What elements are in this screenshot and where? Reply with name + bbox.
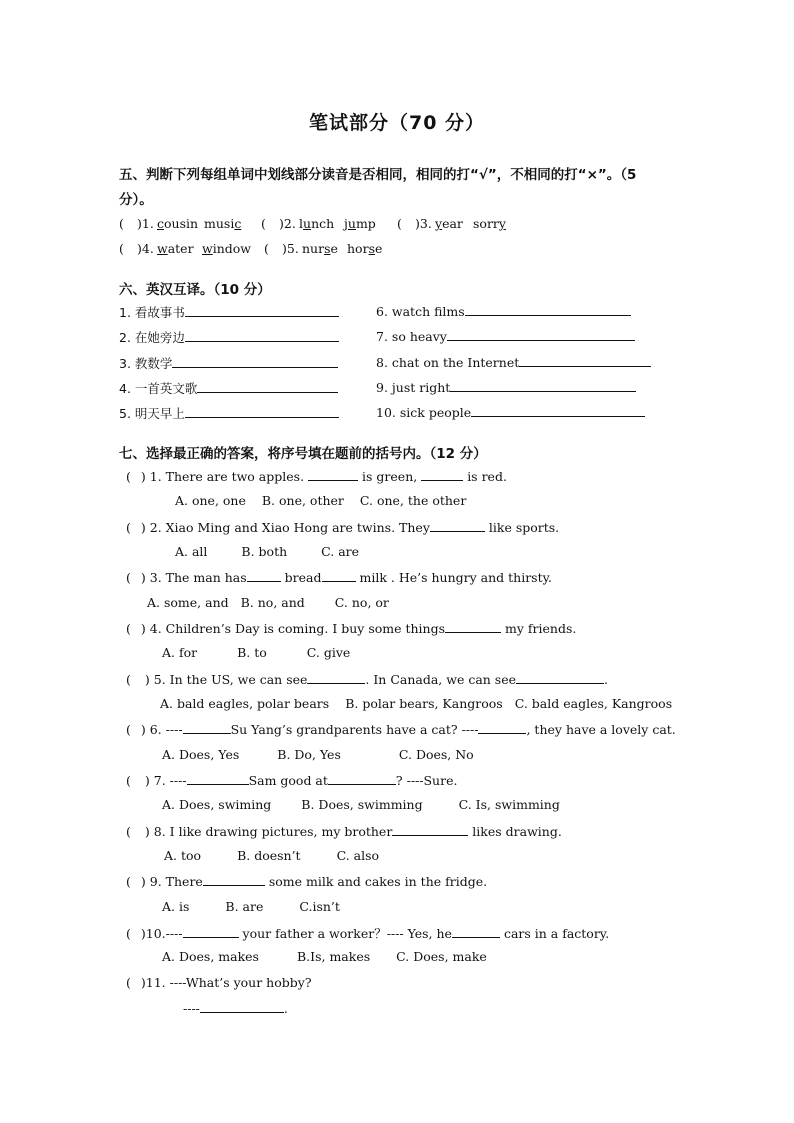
s6-item6: 6. watch films — [376, 303, 631, 319]
q4-options: A. for B. to C. give — [162, 645, 351, 660]
q5-options: A. bald eagles, polar bears B. polar bears, Kangroos C. bald eagles, Kangroos — [160, 696, 673, 711]
q1-options: A. one, one B. one, other C. one, the other — [175, 493, 467, 508]
q2-options: A. all B. both C. are — [175, 544, 360, 559]
s5-item3-word1: year — [435, 216, 463, 231]
s6-item10: 10. sick people — [376, 404, 645, 420]
q9-options: A. is B. are C.isn’t — [162, 899, 340, 914]
q10-options: A. Does, makes B.Is, makes C. Does, make — [162, 949, 487, 964]
s5-item2-num: )2. — [279, 216, 296, 231]
q8-stem: ( ) 8. I like drawing pictures, my brother likes drawing. — [126, 824, 562, 839]
s6-item9: 9. just right — [376, 379, 636, 395]
q7-options: A. Does, swiming B. Does, swimming C. Is, swimming — [162, 797, 560, 812]
q7-stem: ( ) 7. ---- Sam good at ? ----Sure. — [126, 773, 458, 788]
s5-item5-word1: nurse — [302, 241, 338, 256]
q1-stem: ( ) 1. There are two apples. is green, is red. — [126, 469, 507, 484]
s5-item4-word2: window — [202, 241, 251, 256]
q10-stem: ( )10.---- your father a worker？---- Yes, he cars in a factory. — [126, 926, 610, 941]
s5-item1-num: )1. — [137, 216, 154, 231]
s5-item4-num: )4. — [137, 241, 154, 256]
s6-item3: 3. 教数学 — [119, 354, 338, 372]
q3-stem: ( ) 3. The man has bread milk . He’s hungry and thirsty. — [126, 570, 552, 585]
s5-item3-num: )3. — [415, 216, 432, 231]
s6-item5: 5. 明天早上 — [119, 404, 339, 422]
q11-stem: ( )11. ----What’s your hobby? — [126, 975, 312, 990]
q3-options: A. some, and B. no, and C. no, or — [147, 595, 389, 610]
s5-item3-word2: sorry — [473, 216, 506, 231]
s5-item1-word2: music — [204, 216, 242, 231]
section5-heading-line2: 分）。 — [119, 192, 153, 208]
s5-item5-num: )5. — [282, 241, 299, 256]
q6-stem: ( ) 6. ---- Su Yang’s grandparents have a cat? ---- , they have a lovely cat. — [126, 722, 676, 737]
section5-heading-line1: 五、判断下列每组单词中划线部分读音是否相同，相同的打“√”，不相同的打“×”。（5 — [119, 167, 637, 183]
s6-item8: 8. chat on the Internet — [376, 354, 651, 370]
s5-item2-word1: lunch — [299, 216, 335, 231]
section6-heading: 六、英汉互译。（10 分） — [119, 282, 271, 298]
q4-stem: ( ) 4. Children’s Day is coming. I buy some things my friends. — [126, 621, 577, 636]
q5-stem: ( ) 5. In the US, we can see . In Canada, we can see . — [126, 672, 608, 687]
page-title: 笔试部分（70 分） — [308, 112, 486, 134]
q11-answer-line: ---- . — [183, 1001, 288, 1016]
s6-item1: 1. 看故事书 — [119, 303, 339, 321]
q9-stem: ( ) 9. There some milk and cakes in the fridge. — [126, 874, 488, 889]
q8-options: A. too B. doesn’t C. also — [164, 848, 380, 863]
s6-item7: 7. so heavy — [376, 328, 635, 344]
q6-options: A. Does, Yes B. Do, Yes C. Does, No — [162, 747, 474, 762]
s5-item4-word1: water — [157, 241, 194, 256]
s5-item2-word2: jump — [344, 216, 376, 231]
s6-item4: 4. 一首英文歌 — [119, 379, 338, 397]
s5-item5-word2: horse — [347, 241, 383, 256]
exam-page: 笔试部分（70 分） 五、判断下列每组单词中划线部分读音是否相同，相同的打“√”，不相同的打“×”。（5 分）。 ( )1. cousin music ( )2. lunch jump ( )3. year sorry ( )4. water window ( )5. nurse horse 六、英汉互译。（10 分） 1. 看故事书 2. 在她旁边 3. 教数学 4. 一首英文歌 5. 明天早上 6. watch films 7. so heavy 8. chat on the Internet 9. just right 10. sick people 七、选择最正确的答案，将序号填在题前的括号内。（12 分） ( ) 1. There are two apples. is green, is red. A. one, one B. one, other C. one, the other ( ) 2. Xiao Ming and Xiao Hong are twins. They like sports. A. all B. both C. are ( ) 3. The man has bread milk . He’s hungry and thirsty. A. some, and B. no, and C. no, or ( ) 4. Children’s Day is coming. I buy some things my friends. A. for B. to C. give ( ) 5. In the US, we can see . In Canada, we can see . A. bald eagles, polar bears B. polar bears, Kangroos C. bald eagles, Kangroos ( ) 6. ---- Su Yang’s grandparents have a cat? ---- , they have a lovely cat. A. Does, Yes B. Do, Yes C. Does, No ( ) 7. ---- Sam good at ? ----Sure. A. Does, swiming B. Does, swimming C. Is, swimming ( ) 8. I like drawing pictures, my brother likes drawing. A. too B. doesn’t C. also ( ) 9. There some milk and cakes in the fridge. A. is B. are C.isn’t ( )10.---- your father a worker？---- Yes, he cars in a factory. A. Does, makes B.Is, makes C. Does, make ( )11. ----What’s your hobby? ---- . — [0, 0, 794, 1123]
s5-item1-word1: cousin — [157, 216, 199, 231]
section7-heading: 七、选择最正确的答案，将序号填在题前的括号内。（12 分） — [119, 446, 487, 462]
s6-item2: 2. 在她旁边 — [119, 328, 339, 346]
q2-stem: ( ) 2. Xiao Ming and Xiao Hong are twins. They like sports. — [126, 520, 560, 535]
